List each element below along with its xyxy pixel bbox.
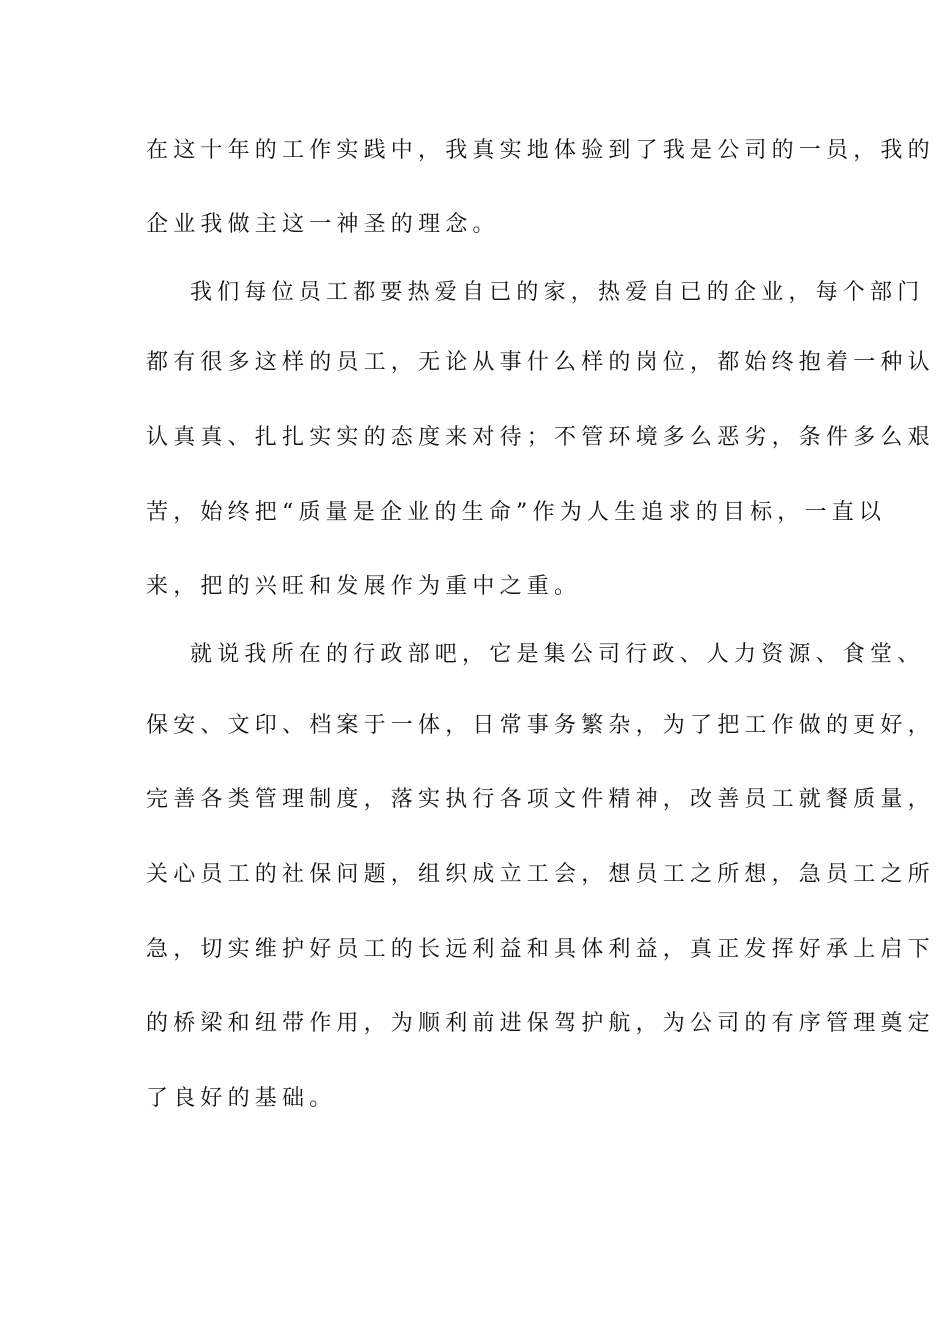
- paragraph-3-line-6: 的桥梁和纽带作用，为顺利前进保驾护航，为公司的有序管理奠定: [146, 1011, 935, 1036]
- paragraph-2-line-2: 都有很多这样的员工，无论从事什么样的岗位，都始终抱着一种认: [146, 350, 935, 375]
- paragraph-1-line-1: 在这十年的工作实践中，我真实地体验到了我是公司的一员，我的: [146, 138, 935, 163]
- paragraph-3-line-3: 完善各类管理制度，落实执行各项文件精神，改善员工就餐质量，: [146, 787, 935, 812]
- paragraph-2-line-1: 我们每位员工都要热爱自已的家，热爱自已的企业，每个部门: [190, 280, 925, 305]
- paragraph-3-line-2: 保安、文印、档案于一体，日常事务繁杂，为了把工作做的更好，: [146, 713, 935, 738]
- paragraph-1-line-2: 企业我做主这一神圣的理念。: [146, 212, 500, 237]
- paragraph-2-line-5: 来，把的兴旺和发展作为重中之重。: [146, 574, 582, 599]
- paragraph-3-line-4: 关心员工的社保问题，组织成立工会，想员工之所想，急员工之所: [146, 862, 935, 887]
- paragraph-2-line-3: 认真真、扎扎实实的态度来对待；不管环境多么恶劣，条件多么艰: [146, 425, 935, 450]
- paragraph-3-line-7: 了良好的基础。: [146, 1086, 337, 1111]
- paragraph-3-line-5: 急，切实维护好员工的长远利益和具体利益，真正发挥好承上启下: [146, 937, 935, 962]
- paragraph-3-line-1: 就说我所在的行政部吧，它是集公司行政、人力资源、食堂、: [190, 642, 925, 667]
- paragraph-2-line-4: 苦，始终把“质量是企业的生命”作为人生追求的目标，一直以: [146, 500, 887, 525]
